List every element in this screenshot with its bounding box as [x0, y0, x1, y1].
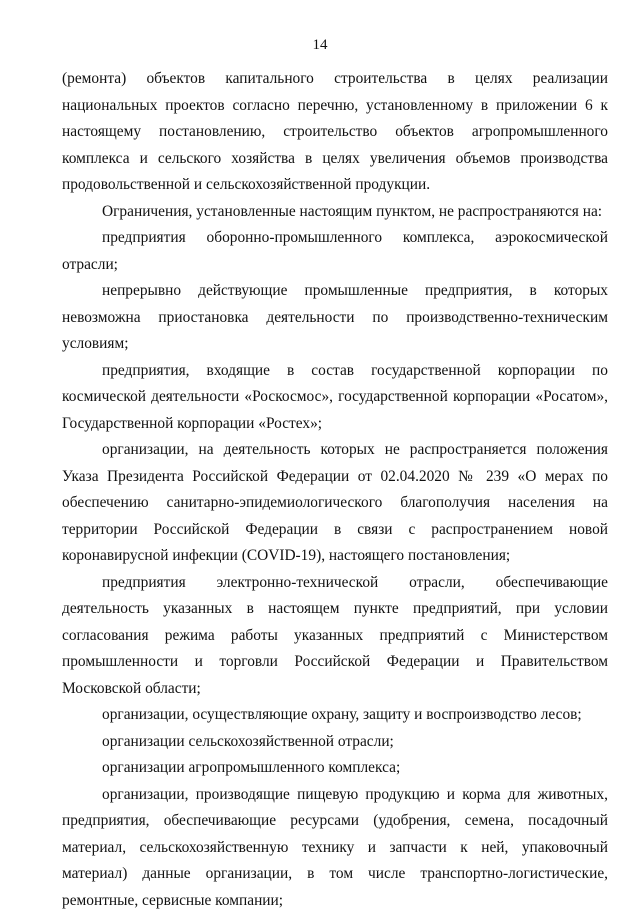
- list-item-state-corporations: предприятия, входящие в состав государственной корпорации по космической деятельности «Роскосмос», государственной корпорации «Росатом», Государственной корпорации «Ростех»;: [62, 358, 608, 438]
- paragraph-continuation: (ремонта) объектов капитального строительства в целях реализации национальных проектов согласно перечню, установленному в приложении 6 к настоящему постановлению, строительство объектов агропромышленного комплекса и сельского хозяйства в целях увеличения объемов производства продовольственной и сельскохозяйственной продукции.: [62, 66, 608, 199]
- page-number: 14: [0, 36, 640, 54]
- document-body: [62, 66, 608, 914]
- list-item-electronics-industry: предприятия электронно-технической отрасли, обеспечивающие деятельность указанных в настоящем пункте предприятий, при условии согласования режима работы указанных предприятий с Министерством промышленности и торговли Российской Федерации и Правительством Московской области;: [62, 570, 608, 703]
- list-item-continuous-plants: непрерывно действующие промышленные предприятия, в которых невозможна приостановка деятельности по производственно-техническим условиям;: [62, 278, 608, 358]
- list-item-presidential-decree: организации, на деятельность которых не распространяется положения Указа Президента Российской Федерации от 02.04.2020 № 239 «О мерах по обеспечению санитарно-эпидемиологического благополучия населения на территории Российской Федерации в связи с распространением новой коронавирусной инфекции (COVID-19), настоящего постановления;: [62, 437, 608, 570]
- list-item-agriculture: организации сельскохозяйственной отрасли;: [62, 729, 608, 756]
- paragraph-restrictions-intro: Ограничения, установленные настоящим пунктом, не распространяются на:: [62, 199, 608, 226]
- list-item-agro-industrial: организации агропромышленного комплекса;: [62, 755, 608, 782]
- list-item-food-producers: организации, производящие пищевую продукцию и корма для животных, предприятия, обеспечивающие ресурсами (удобрения, семена, посадочный материал, сельскохозяйственную технику и запчасти к ней, упаковочный материал) данные организации, в том числе транспортно-логистические, ремонтные, сервисные компании;: [62, 782, 608, 914]
- list-item-forest-protection: организации, осуществляющие охрану, защиту и воспроизводство лесов;: [62, 702, 608, 729]
- list-item-defense-industry: предприятия оборонно-промышленного комплекса, аэрокосмической отрасли;: [62, 225, 608, 278]
